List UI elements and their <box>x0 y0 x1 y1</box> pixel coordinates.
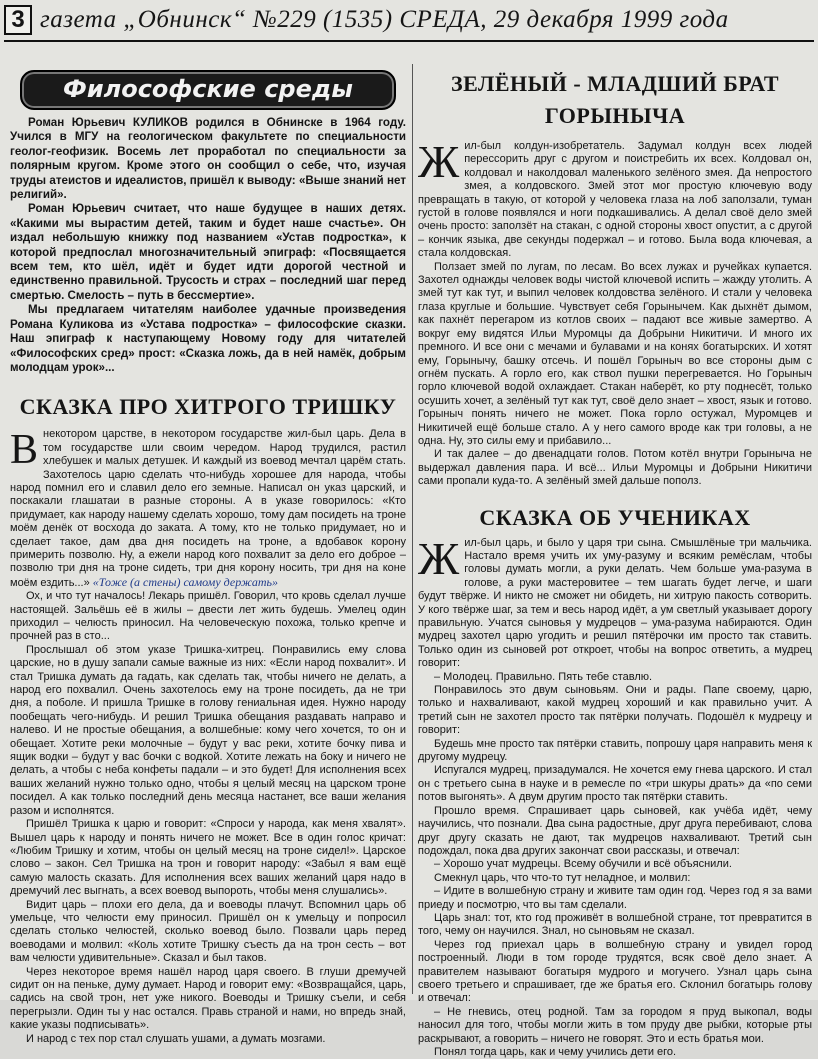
drop-cap: В <box>10 427 39 474</box>
author-intro <box>10 116 406 375</box>
story-paragraph: – Молодец. Правильно. Пять тебе ставлю. <box>434 670 653 683</box>
right-column <box>418 66 812 1058</box>
story-paragraph: Смекнул царь, что что-то тут неладное, и молвил: <box>434 871 691 884</box>
story-paragraph: Испугался мудрец, призадумался. Не хочется ему гнева царского. И стал он с третьего сына в науке и в ремесле по «три шкуры драть» да «по семи потов выгонять». А двум другим просто так пятёрки ставить. <box>418 764 812 804</box>
story-paragraph <box>418 532 812 671</box>
header-rule <box>4 40 814 42</box>
page-header <box>4 2 814 38</box>
story-paragraph: Ползает змей по лугам, по лесам. Во всех лужах и ручейках купается. Захотел однажды человек воды чистой ключевой испить – жажду утолить. А змей тут как тут, и выпил человек колдовства зелёного. И стали у человека глаза круглые и большие. Чувствует себя Горынычем. Как дыхнёт дымом, как пахнёт перегаром из котлов своих – падают все живые замертво. А вокруг ему видятся Ильи Муромцы да Добрыни Никитичи. И много их премного. И все они с мечами и булавами и на конях богатырских. И хотят ему, Горынычу, башку отсечь. И пошёл Горыныч во все стороны дым с огнём пускать. А горло его, как ствол пушки перегревается. Но Горыныч горло ключевой водой охлаждает. Стакан наберёт, ко рту поднесёт, только осушить хочет, а зелёный тут как тут, своё дело знает – хвост, язык и готово. Горыныч понять ничего не может. Пока горло остужал, Муромцев и Никитичей ещё больше стало. А у него самого вроде как три головы, а не одна. Ну, это силы ему и прибавило... <box>418 260 812 447</box>
story-paragraph: Будешь мне просто так пятёрки ставить, попрошу царя направить меня к другому мудрецу. <box>418 737 812 764</box>
story-paragraph: Царь знал: тот, кто год проживёт в волшебной стране, тот превратится в того, чему он научился. Знал, но сыновьям не сказал. <box>418 911 812 938</box>
story-paragraph: – Хорошо учат мудрецы. Всему обучили и всё объяснили. <box>434 858 732 871</box>
story-title-trishka: СКАЗКА ПРО ХИТРОГО ТРИШКУ <box>19 394 397 420</box>
rubric-banner <box>20 70 396 110</box>
story-paragraph: И народ с тех пор стал слушать ушами, а думать мозгами. <box>26 1032 326 1045</box>
story-paragraph: И так далее – до двенадцати голов. Потом котёл внутри Горыныча не выдержал давления пара. И всё... Ильи Муромцы и Добрыни Никитичи сами пропали куда-то. А зелёный змей дальше пополз. <box>418 448 812 488</box>
story-paragraph: Видит царь – плохи его дела, да и воеводы плачут. Вспомнил царь об умельце, что челюсти ему приносил. Пришёл он к умельцу и попросил сделать столько челюстей, сколько воевод было. Позвали царь перед воеводами и молвил: «Коль хотите Тришку съесть да на трон сесть – вот вам челюсти удивительные». Сказал и был таков. <box>10 898 406 965</box>
story-paragraph: Пришёл Тришка к царю и говорит: «Спроси у народа, как меня хвалят». Вышел царь к народу и понять ничего не может. Все в один голос кричат: «Любим Тришку и хотим, чтобы он целый месяц на троне сидел!». Царское слово – закон. Сел Тришка на трон и говорит народу: «Забыл я вам ещё самую малость сказать. Для исполнения всех ваших желаний царя надо в дремучий лес выгнать, а всех воевод выпороть, чтобы меня слушались». <box>10 818 406 898</box>
story-paragraph: – Идите в волшебную страну и живите там один год. Через год я за вами приеду и посмотрю, что вы там сделали. <box>418 885 812 911</box>
story-paragraph <box>10 428 406 590</box>
drop-cap: Ж <box>418 532 460 584</box>
story-paragraph: Через некоторое время нашёл народ царя своего. В глуши дремучей сидит он на пеньке, думу думает. Народ и говорит ему: «Возвращайся, царь, садись на свой трон, нет уже никого. Воеводы и Тришку съели, и себя перегрызли. Один ты у нас остался. Правь страной и нами, но впредь знай, какие указы подписывать». <box>10 965 406 1032</box>
masthead: газета „Обнинск“ №229 (1535) СРЕДА, 29 декабря 1999 года <box>40 6 729 33</box>
column-rule <box>412 64 413 994</box>
story-paragraph: – Не гневись, отец родной. Там за городом я пруд выкопал, воды наносил для того, чтобы могли жить в том пруду две рыбки, которые рты раскрывают, а говорить – ничего не говорят. Это и есть братья мои. <box>418 1005 812 1045</box>
intro-paragraph: Мы предлагаем читателям наиболее удачные произведения Романа Куликова из «Устава подростка» – философские сказки. Наш эпиграф к наступающему Новому году для читателей «Философских сред» прост: «Сказка ложь, да в ней намёк, добрым молодцам урок»... <box>10 303 406 374</box>
story-paragraph: Через год приехал царь в волшебную страну и увидел город построенный. Люди в том городе трудятся, всяк своё дело знает. А правителем называют богатыря мудрого и могучего. Узнал царь сына своего третьего и спрашивает, где же братья его. Склонил богатырь голову и отвечал: <box>418 938 812 1005</box>
story-paragraph: Прослышал об этом указе Тришка-хитрец. Понравились ему слова царские, но в душу запали самые важные из них: «Если народ похвалит». И стал Тришка думать да гадать, как сделать так, чтобы ничего не делать, а народ его похвалил. Очень захотелось ему на троне посидеть, да не три дня, а поболе. И пришла Тришке в голову гениальная идея. Нужно народу пообещать чего-нибудь. И решил Тришка обещания раздавать направо и налево. И не простые обещания, а волшебные: кому чего хочется, то он и обещает. Хотите реки молочные – будут у вас реки, хотите бочку пива и ящик водки – будут у вас бочки с водкой. Хотите лежать на боку и ничего не делать, а чтобы с неба конфеты падали – и это будет! Для исполнения всех ваших желаний нужно только одно, чтобы я целый месяц на царском троне посидел. А как только последний день месяца настанет, все ваши желания разом и исполнятся. <box>10 643 406 817</box>
story-paragraph-text: ил-был колдун-изобретатель. Задумал колдун всех людей перессорить друг с другом и поистребить их всех. Колдовал он, колдовал и наколдовал маленького зелёного змея. Да непростого змея, а колдовского. Змей этот мог простую ключевую воду превращать в такую, от которой у человека глаза на лоб заползали, туман густой в голове появлялся и ноги подкашивались. А делал своё дело змей очень просто: заползёт на стакан, с одной стороны хвост опустит, а с другой – кончик языка, две секунды подержал – и готово. Была вода ключевая, а стала колдовская. <box>418 140 812 260</box>
story-body-trishka <box>10 428 406 1046</box>
story-title-ucheniki: СКАЗКА ОБ УЧЕНИКАХ <box>479 504 751 530</box>
story-title-zeleny: ЗЕЛЁНЫЙ - МЛАДШИЙ БРАТ ГОРЫНЫЧА <box>450 71 780 128</box>
story-paragraph <box>418 136 812 261</box>
story-paragraph: Ох, и что тут началось! Лекарь пришёл. Говорил, что кровь сделал лучше настоящей. Зальёшь её в жилы – двести лет жить будешь. Умелец один приходил – челюсть приносил. На человеческую похожа, только крепче и прочней раз в сто... <box>10 590 406 643</box>
story-paragraph-text: некотором царстве, в некотором государстве жил-был царь. Дела в том государстве шли своим чередом. Народ трудился, растил хлебушек и малых детушек. И каждый из воевод мечтал царём стать. Захотелось царю сделать что-нибудь хорошее для народа, чтобы народ помнил его и славил дело его земные. Написал он указ царский, и поскакали глашатаи в разные стороны. А в указе говорилось: «Кто придумает, как народу нашему сделать хорошо, тому дам посидеть на троне моём денёк от восхода до заката. А тому, кто не только придумает, но и сделает такое, дам два дня посидеть на троне, а вдобавок корону примерить позволю. Ну, а ежели народ кого похвалит за дело его доброе – позволю три дня на троне сидеть, три дня корону носить, три дня на коне моём ездить...» <box>10 428 406 589</box>
story-body-ucheniki <box>418 532 812 1059</box>
drop-cap: Ж <box>418 136 460 187</box>
story-paragraph-text: ил-был царь, и было у царя три сына. Смышлёные три мальчика. Настало время учить их уму-разуму и всяким ремёслам, чтобы головы думать могли, а руки делать. Чем больше ума-разума в голове, а руки мастеровитее – тем шагать будет легче, и шаги будут твёрже. И никто не сможет ни обидеть, ни хитрую пакость сотворить. У кого твёрже шаг, за тем и весь народ идёт, а ум светлый указывает дорогу правильную. Учатся сыновья у мудрецов – ума-разума набираются. Один мудрец захотел царю угодить и решил пятёрочки им просто так ставить. Только один из сыновей рот откроет, чтобы на вопрос ответить, а мудрец говорит: <box>418 536 812 670</box>
handwritten-note: «Тоже (а стены) самому держать» <box>92 574 279 589</box>
intro-paragraph: Роман Юрьевич КУЛИКОВ родился в Обнинске в 1964 году. Учился в МГУ на геологическом факультете по специальности геолог-геофизик. Восемь лет проработал по специальности за полярным кругом. Кроме этого он сообщил о себе, что, изучая труды атеистов и идеалистов, пришёл к выводу: «Выше знаний нет религий». <box>10 116 406 202</box>
story-paragraph: Понял тогда царь, как и чему учились дети его. <box>434 1046 677 1058</box>
story-paragraph: Прошло время. Спрашивает царь сыновей, как учёба идёт, чему научились, что познали. Два сына радостные, друг друга перебивают, слова друг другу сказать не дают, так мудрецов нахваливают. Третий сын подождал, пока два других закончат свои рассказы, и отвечал: <box>418 804 812 857</box>
rubric-title: Философские среды <box>20 70 396 110</box>
page-number: 3 <box>4 5 32 35</box>
intro-paragraph: Роман Юрьевич считает, что наше будущее в наших детях. «Какими мы вырастим детей, таким и будет наше счастье». Он издал небольшую книжку под названием «Устав подростка», к которой предпослал многозначительный эпиграф: «Посвящается всем тем, кто шёл, идёт и будет идти дорогой честной и единственно правильной. Трусость и страх – последний шаг перед смертью. Смелость – путь в бессмертие». <box>10 202 406 302</box>
story-paragraph: Понравилось это двум сыновьям. Они и рады. Папе своему, царю, только и нахваливают, какой мудрец хороший и как правильно учит. А третий сын не захотел просто так пятёрки получать. Подошёл к мудрецу и говорит: <box>418 684 812 737</box>
story-body-zeleny <box>418 136 812 489</box>
left-column <box>10 66 406 1045</box>
